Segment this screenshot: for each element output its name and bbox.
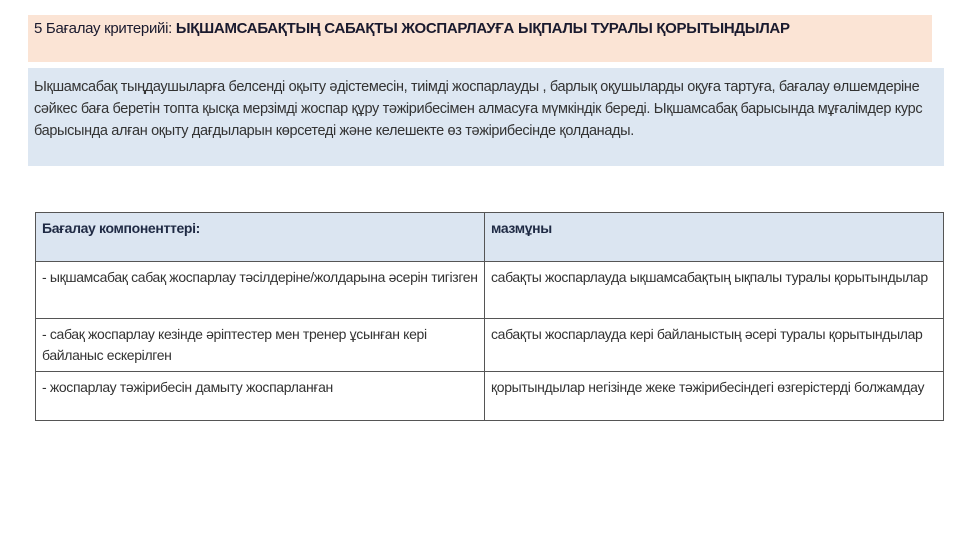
table-row: [36, 319, 944, 372]
table-header-row: [36, 213, 944, 262]
table-row: [36, 372, 944, 421]
slide-title: [28, 15, 932, 62]
header-components: Бағалау компоненттері:: [36, 213, 485, 262]
intro-paragraph: Ықшамсабақ тыңдаушыларға белсенді оқыту әдістемесін, тиімді жоспарлауды , барлық оқушыларды оқуға тартуға, бағалау өлшемдеріне сәйкес баға беретін топта қысқа мерзімді жоспар құру тәжірибесімен алмасуға мүмкіндік береді. Ықшамсабақ барысында мұғалімдер курс барысында алған оқыту дағдыларын көрсетеді және келешекте өз тәжірибесінде қолданады.: [28, 68, 944, 166]
content-cell: сабақты жоспарлауда кері байланыстың әсері туралы қорытындылар: [485, 319, 944, 372]
title-main: ЫҚШАМСАБАҚТЫҢ САБАҚТЫ ЖОСПАРЛАУҒА ЫҚПАЛЫ ТУРАЛЫ ҚОРЫТЫНДЫЛАР: [175, 20, 790, 37]
content-cell: сабақты жоспарлауда ықшамсабақтың ықпалы туралы қорытындылар: [485, 262, 944, 319]
content-cell: қорытындылар негізінде жеке тәжірибесіндегі өзгерістерді болжамдау: [485, 372, 944, 421]
component-cell: - ықшамсабақ сабақ жоспарлау тәсілдеріне/жолдарына әсерін тигізген: [36, 262, 485, 319]
component-cell: - сабақ жоспарлау кезінде әріптестер мен тренер ұсынған кері байланыс ескерілген: [36, 319, 485, 372]
header-content: мазмұны: [485, 213, 944, 262]
table-row: [36, 262, 944, 319]
component-cell: - жоспарлау тәжірибесін дамыту жоспарланған: [36, 372, 485, 421]
title-prefix: 5 Бағалау критерийі:: [34, 20, 176, 37]
criteria-table: [35, 212, 944, 421]
